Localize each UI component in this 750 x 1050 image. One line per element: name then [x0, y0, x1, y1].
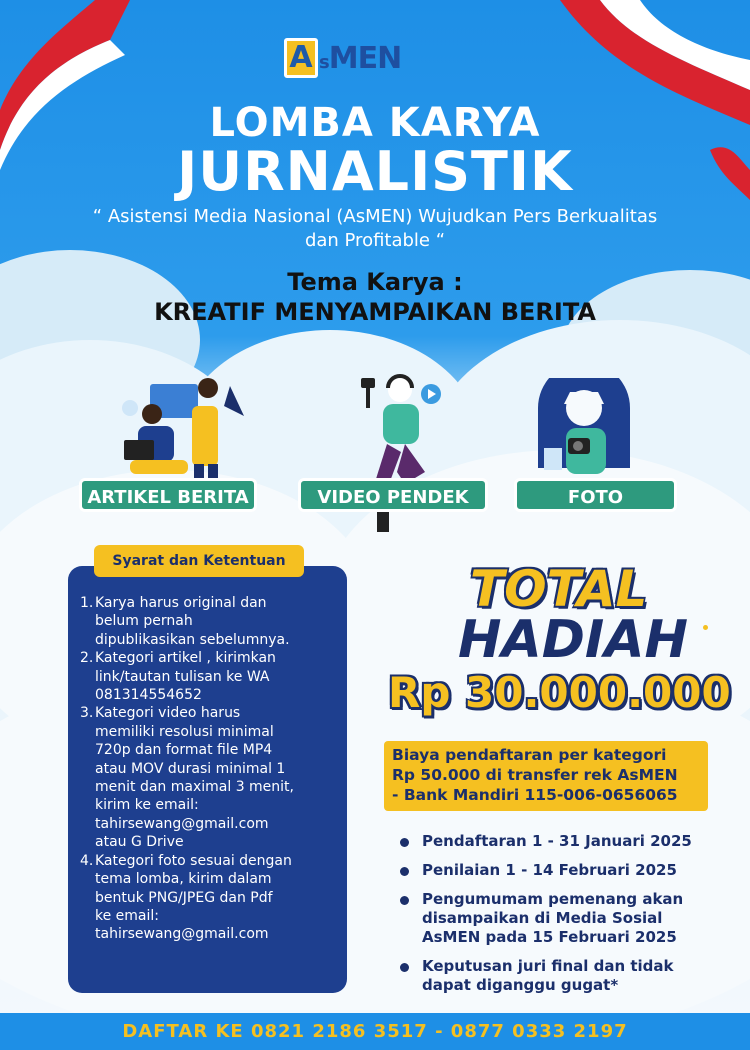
category-artikel-berita: ARTIKEL BERITA [79, 478, 257, 512]
category-foto: FOTO [514, 478, 677, 512]
logo-letter: A [284, 38, 318, 78]
info-item: Pengumumam pemenang akan disampaikan di Media Sosial AsMEN pada 15 Februari 2025 [400, 890, 720, 947]
video-creator-illustration-icon [345, 372, 445, 542]
tema-label: Tema Karya : [287, 268, 463, 296]
syarat-item: 1. Karya harus original dan belum pernah dipublikasikan sebelumnya. [80, 595, 290, 648]
syarat-item: 4. Kategori foto sesuai dengan tema lomba, kirim dalam bentuk PNG/JPEG dan Pdf ke email: tahirsewang@gmail.com [80, 852, 292, 943]
article-writers-illustration-icon [120, 376, 250, 486]
info-item: Pendaftaran 1 - 31 Januari 2025 [400, 832, 720, 851]
footer-contact: DAFTAR KE 0821 2186 3517 - 0877 0333 2197 [0, 1013, 750, 1050]
syarat-item: 3. Kategori video harus memiliki resolusi minimal 720p dan format file MP4 atau MOV durasi minimal 1 menit dan maximal 3 menit, kirim ke email: tahirsewang@gmail.com atau G Drive [80, 705, 295, 851]
tema-value: KREATIF MENYAMPAIKAN BERITA [154, 298, 596, 326]
total-label: TOTAL [470, 560, 648, 618]
title-line1: LOMBA KARYA [209, 100, 541, 146]
info-item: Keputusan juri final dan tidak dapat diganggu gugat* [400, 957, 720, 995]
biaya-text: Biaya pendaftaran per kategori Rp 50.000 di transfer rek AsMEN - Bank Mandiri 115-006-0656065 [392, 746, 678, 804]
photographer-illustration-icon [528, 378, 638, 478]
syarat-list [80, 594, 342, 944]
asmen-logo [284, 36, 418, 80]
title-line2: JURNALISTIK [177, 140, 573, 203]
syarat-title: Syarat dan Ketentuan [94, 545, 304, 577]
hadiah-label: HADIAH [458, 610, 689, 670]
prize-amount: Rp 30.000.000 [388, 668, 731, 717]
tagline: “ Asistensi Media Nasional (AsMEN) Wujudkan Pers Berkualitas dan Profitable “ [92, 206, 658, 251]
syarat-item: 2. Kategori artikel , kirimkan link/tautan tulisan ke WA 081314554652 [80, 650, 276, 704]
sparkle-icon [703, 625, 708, 630]
info-list [400, 832, 720, 995]
info-item: Penilaian 1 - 14 Februari 2025 [400, 861, 720, 880]
logo-text: sMEN [319, 40, 402, 76]
category-video-pendek: VIDEO PENDEK [298, 478, 488, 512]
